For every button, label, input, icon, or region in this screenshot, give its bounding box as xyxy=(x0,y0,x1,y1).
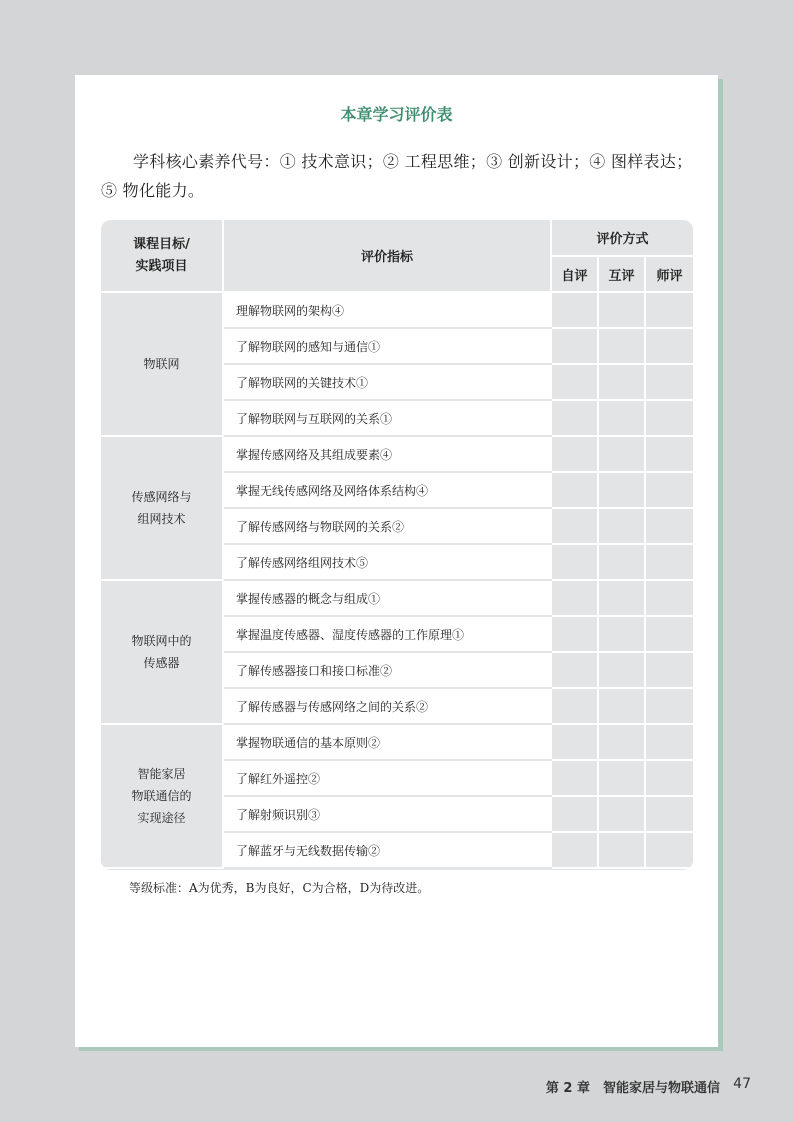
indicator-cell: 了解物联网的感知与通信① xyxy=(223,328,551,364)
category-cell: 智能家居 物联通信的 实现途径 xyxy=(101,724,223,868)
indicator-cell: 掌握温度传感器、湿度传感器的工作原理① xyxy=(223,616,551,652)
self-score-cell[interactable] xyxy=(551,832,598,868)
peer-score-cell[interactable] xyxy=(598,580,645,616)
peer-score-cell[interactable] xyxy=(598,760,645,796)
header-method: 评价方式 xyxy=(551,220,693,256)
indicator-cell: 了解蓝牙与无线数据传输② xyxy=(223,832,551,868)
intro-paragraph: 学科核心素养代号：① 技术意识；② 工程思维；③ 创新设计；④ 图样表达；⑤ 物化能力。 xyxy=(101,152,693,200)
self-score-cell[interactable] xyxy=(551,688,598,724)
teacher-score-cell[interactable] xyxy=(645,328,693,364)
category-cell: 物联网中的 传感器 xyxy=(101,580,223,724)
self-score-cell[interactable] xyxy=(551,328,598,364)
page-title: 本章学习评价表 xyxy=(340,105,453,124)
peer-score-cell[interactable] xyxy=(598,688,645,724)
peer-score-cell[interactable] xyxy=(598,328,645,364)
self-score-cell[interactable] xyxy=(551,364,598,400)
teacher-score-cell[interactable] xyxy=(645,400,693,436)
table-row xyxy=(101,292,693,328)
teacher-score-cell[interactable] xyxy=(645,544,693,580)
header-peer: 互评 xyxy=(598,256,645,292)
self-score-cell[interactable] xyxy=(551,724,598,760)
page-number: 47 xyxy=(733,1076,751,1092)
grading-footnote: 等级标准：A为优秀，B为良好，C为合格，D为待改进。 xyxy=(129,881,430,895)
category-cell: 物联网 xyxy=(101,292,223,436)
self-score-cell[interactable] xyxy=(551,616,598,652)
self-score-cell[interactable] xyxy=(551,796,598,832)
teacher-score-cell[interactable] xyxy=(645,724,693,760)
indicator-cell: 了解传感器接口和接口标准② xyxy=(223,652,551,688)
indicator-cell: 了解传感网络组网技术⑤ xyxy=(223,544,551,580)
self-score-cell[interactable] xyxy=(551,652,598,688)
teacher-score-cell[interactable] xyxy=(645,688,693,724)
teacher-score-cell[interactable] xyxy=(645,760,693,796)
peer-score-cell[interactable] xyxy=(598,616,645,652)
self-score-cell[interactable] xyxy=(551,580,598,616)
indicator-cell: 了解传感网络与物联网的关系② xyxy=(223,508,551,544)
teacher-score-cell[interactable] xyxy=(645,292,693,328)
page-footer xyxy=(0,1075,793,1097)
indicator-cell: 掌握传感器的概念与组成① xyxy=(223,580,551,616)
peer-score-cell[interactable] xyxy=(598,652,645,688)
self-score-cell[interactable] xyxy=(551,292,598,328)
peer-score-cell[interactable] xyxy=(598,724,645,760)
peer-score-cell[interactable] xyxy=(598,796,645,832)
peer-score-cell[interactable] xyxy=(598,436,645,472)
table-body xyxy=(101,292,693,868)
category-cell: 传感网络与 组网技术 xyxy=(101,436,223,580)
teacher-score-cell[interactable] xyxy=(645,472,693,508)
table-row xyxy=(101,436,693,472)
peer-score-cell[interactable] xyxy=(598,364,645,400)
self-score-cell[interactable] xyxy=(551,544,598,580)
indicator-cell: 了解红外遥控② xyxy=(223,760,551,796)
indicator-cell: 了解射频识别③ xyxy=(223,796,551,832)
header-indicator: 评价指标 xyxy=(223,220,551,292)
teacher-score-cell[interactable] xyxy=(645,436,693,472)
evaluation-table xyxy=(101,220,693,870)
header-self: 自评 xyxy=(551,256,598,292)
indicator-cell: 掌握物联通信的基本原则② xyxy=(223,724,551,760)
peer-score-cell[interactable] xyxy=(598,544,645,580)
teacher-score-cell[interactable] xyxy=(645,652,693,688)
header-teacher: 师评 xyxy=(645,256,693,292)
peer-score-cell[interactable] xyxy=(598,292,645,328)
chapter-label: 第 2 章 智能家居与物联通信 xyxy=(545,1081,720,1096)
teacher-score-cell[interactable] xyxy=(645,508,693,544)
peer-score-cell[interactable] xyxy=(598,508,645,544)
teacher-score-cell[interactable] xyxy=(645,364,693,400)
teacher-score-cell[interactable] xyxy=(645,616,693,652)
indicator-cell: 了解传感器与传感网络之间的关系② xyxy=(223,688,551,724)
self-score-cell[interactable] xyxy=(551,472,598,508)
self-score-cell[interactable] xyxy=(551,436,598,472)
table-row xyxy=(101,724,693,760)
table-row xyxy=(101,580,693,616)
self-score-cell[interactable] xyxy=(551,400,598,436)
indicator-cell: 理解物联网的架构④ xyxy=(223,292,551,328)
header-goal: 课程目标/ 实践项目 xyxy=(101,220,223,292)
self-score-cell[interactable] xyxy=(551,760,598,796)
teacher-score-cell[interactable] xyxy=(645,796,693,832)
indicator-cell: 了解物联网与互联网的关系① xyxy=(223,400,551,436)
document-page xyxy=(75,75,718,1047)
indicator-cell: 掌握无线传感网络及网络体系结构④ xyxy=(223,472,551,508)
teacher-score-cell[interactable] xyxy=(645,832,693,868)
indicator-cell: 掌握传感网络及其组成要素④ xyxy=(223,436,551,472)
indicator-cell: 了解物联网的关键技术① xyxy=(223,364,551,400)
self-score-cell[interactable] xyxy=(551,508,598,544)
peer-score-cell[interactable] xyxy=(598,400,645,436)
peer-score-cell[interactable] xyxy=(598,832,645,868)
teacher-score-cell[interactable] xyxy=(645,580,693,616)
peer-score-cell[interactable] xyxy=(598,472,645,508)
